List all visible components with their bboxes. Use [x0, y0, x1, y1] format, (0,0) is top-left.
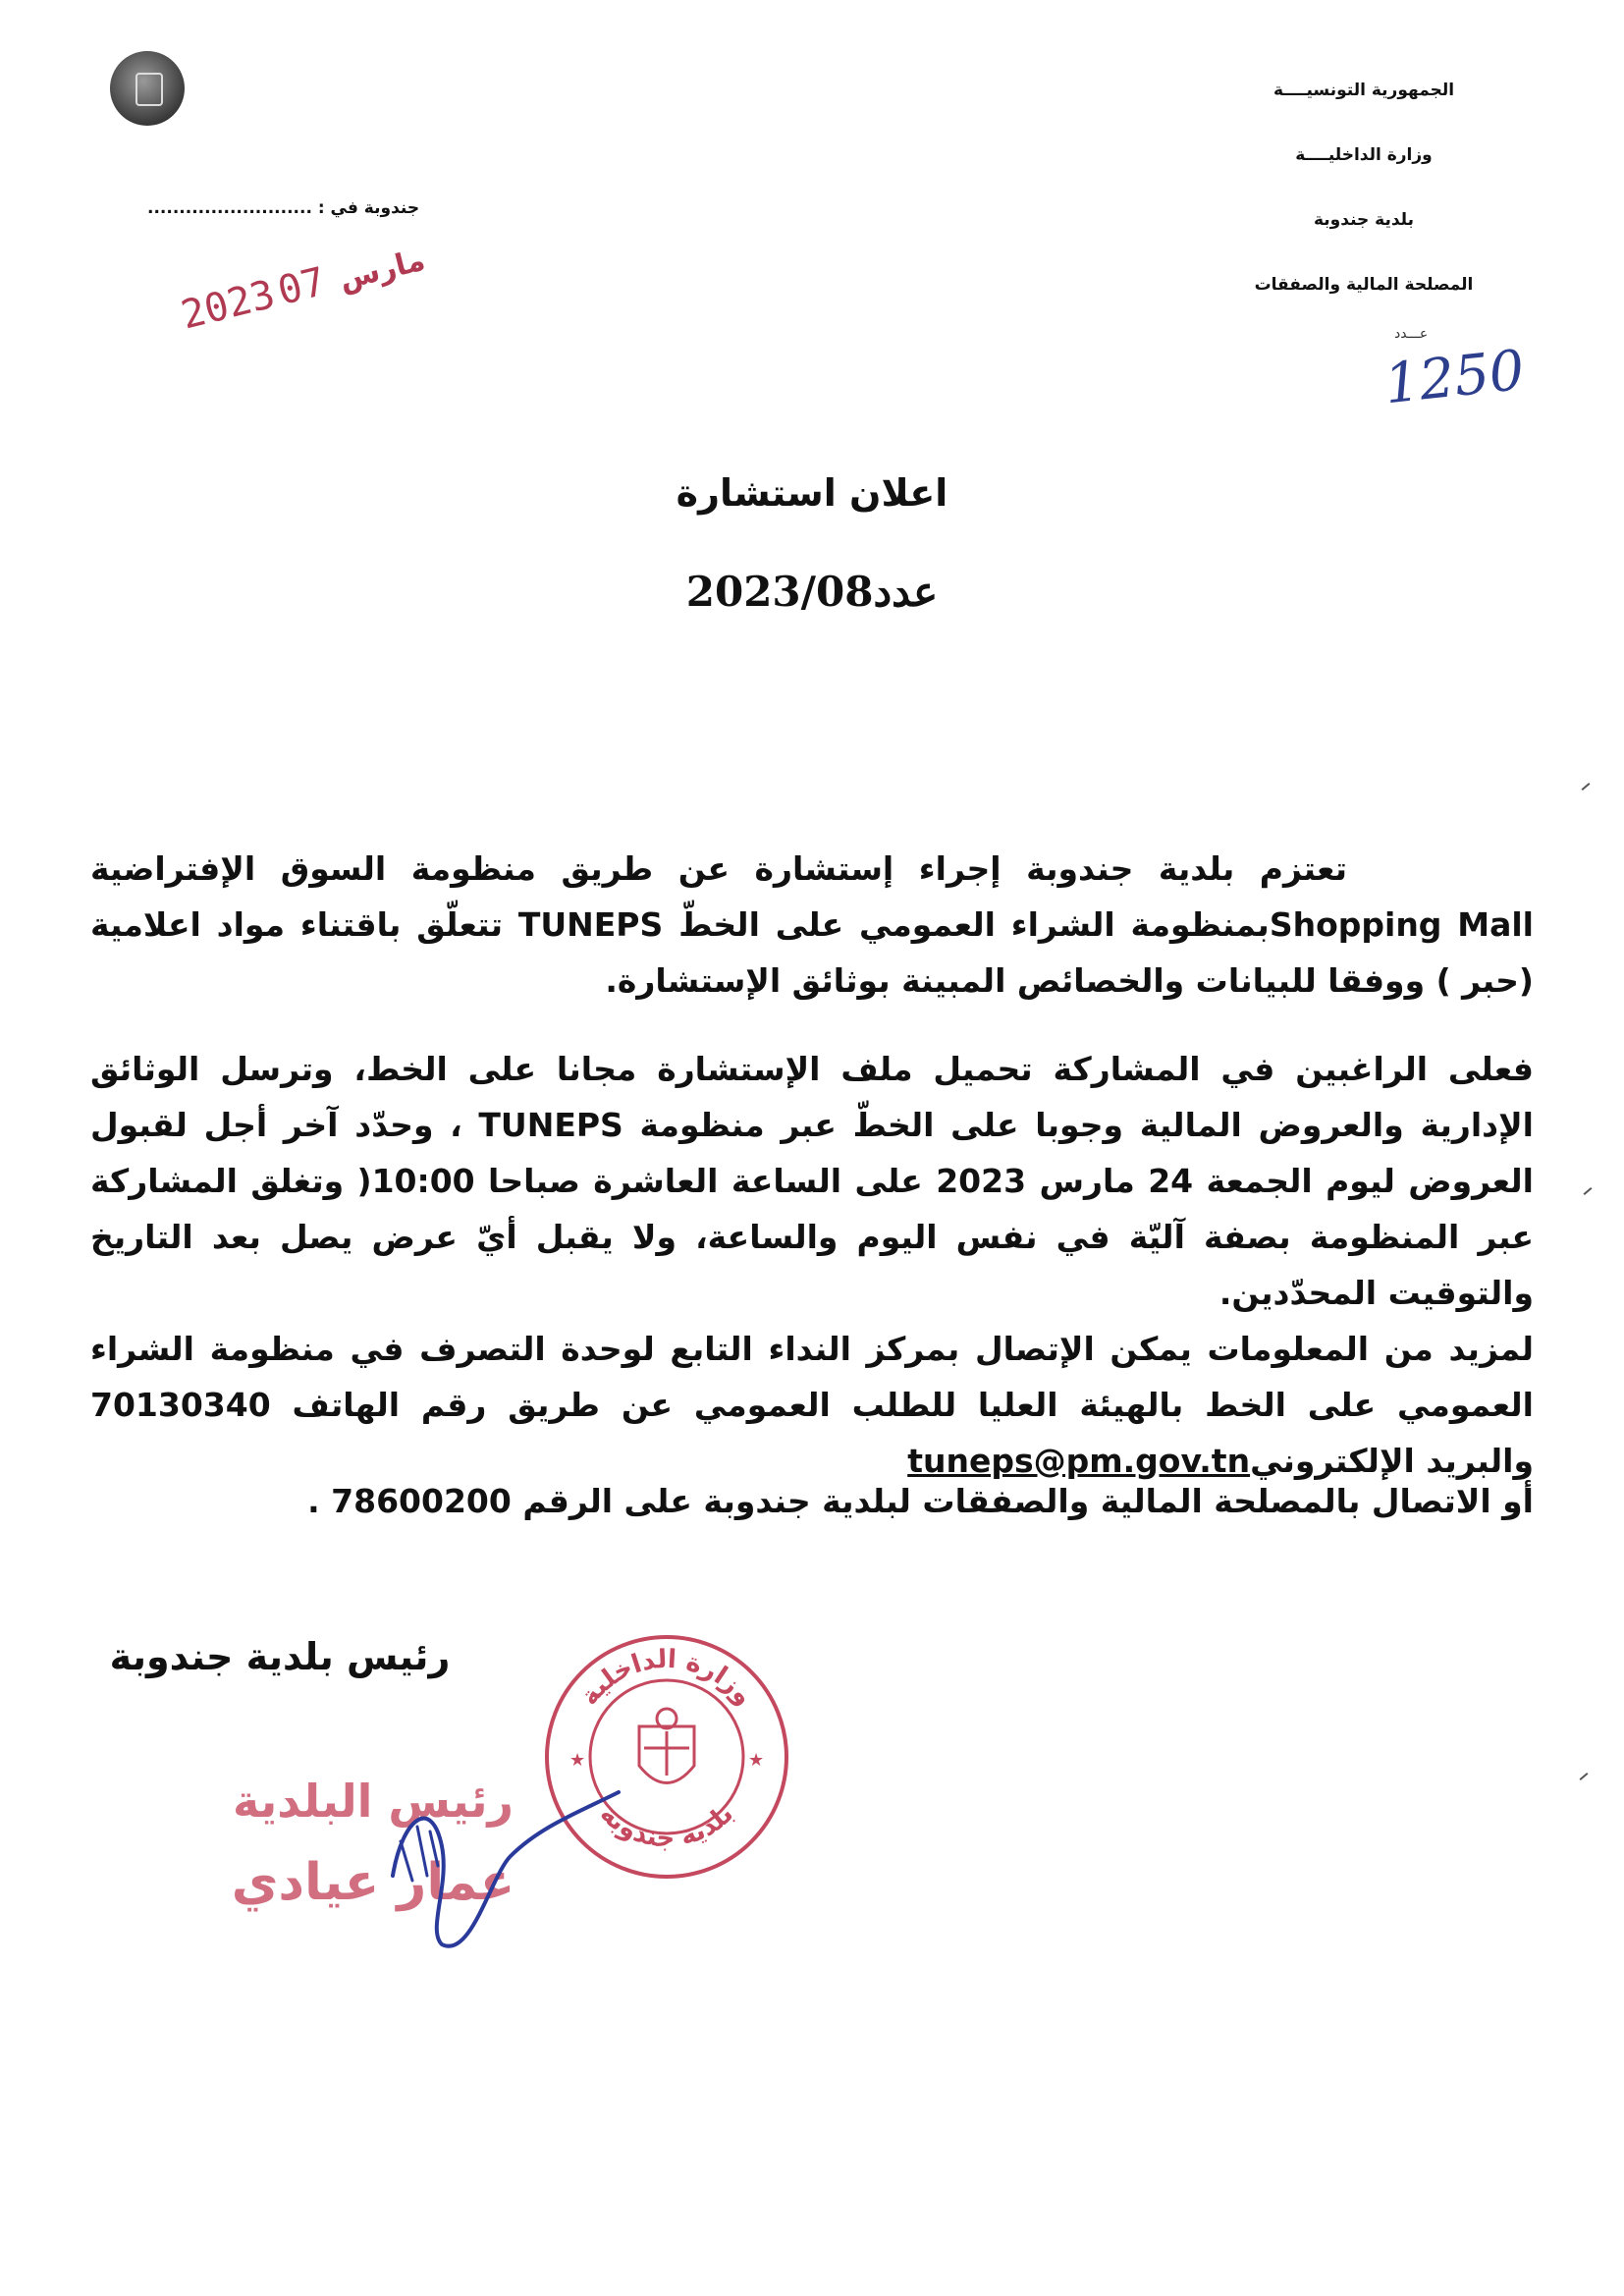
paragraph-intro-part-c: تتعلّق باقتناء مواد اعلامية (حبر ) ووفقا للبيانات والخصائص المبينة بوثائق الإستشارة.: [90, 905, 1534, 1000]
letterhead-municipality: بلدية جندوبة: [1313, 210, 1415, 230]
place-date-line: [147, 198, 419, 218]
paragraph-conditions-part-a: فعلى الراغبين في المشاركة تحميل ملف الإستشارة مجانا على الخط، وترسل الوثائق الإدارية والعروض المالية وجوبا على الخطّ عبر منظومة: [90, 1050, 1534, 1144]
tuneps-text-2: TUNEPS: [478, 1106, 623, 1144]
email-link[interactable]: tuneps@pm.gov.tn: [907, 1442, 1251, 1480]
tuneps-text: TUNEPS: [517, 905, 664, 944]
shopping-mall-text: Shopping Mall: [1269, 905, 1534, 944]
letterhead-republic: الجمهورية التونسيــــة: [1272, 81, 1455, 100]
date-stamp-day: 07: [273, 258, 331, 315]
name-stamp-name: عمار عيادي: [231, 1853, 515, 1912]
paragraph-intro-part-b: بمنظومة الشراء العمومي على الخطّ: [663, 905, 1270, 944]
scan-mark: [1584, 1187, 1593, 1195]
place-label: جندوبة في :: [317, 198, 420, 218]
paragraph-contact: لمزيد من المعلومات يمكن الإتصال بمركز النداء التابع لوحدة التصرف في منظومة الشراء العمومي على الخط بالهيئة العليا للطلب العمومي عن طريق رقم الهاتف 70130340 والبريد الإلكتروني: [90, 1330, 1534, 1480]
paragraph-phone: أو الاتصال بالمصلحة المالية والصفقات لبلدية جندوبة على الرقم 78600200 .: [307, 1482, 1534, 1520]
date-stamp: [177, 232, 439, 338]
handwritten-signature: [373, 1758, 628, 1964]
reference-number: 1250: [1380, 338, 1528, 417]
letterhead: [1236, 81, 1491, 340]
date-stamp-month: مارس: [335, 243, 429, 298]
star-icon: ★: [569, 1750, 586, 1771]
letterhead-ministry: وزارة الداخليــــة: [1295, 145, 1433, 165]
round-stamp-top-text: وزارة الداخلية: [574, 1644, 759, 1712]
coat-of-arms-icon: [639, 1709, 694, 1783]
paragraph-intro: [90, 841, 1534, 1009]
date-stamp-year: 2023: [177, 271, 280, 339]
letterhead-service: المصلحة المالية والصفقات: [1254, 275, 1474, 295]
document-title: اعلان استشارة: [676, 471, 948, 515]
scan-mark: [1580, 1773, 1589, 1780]
star-icon: ★: [748, 1750, 765, 1771]
paragraph-conditions-part-b: ، وحدّد آخر أجل لقبول العروض ليوم الجمعة 24 مارس 2023 على الساعة العاشرة صباحا: [90, 1106, 1534, 1200]
paragraph-conditions: [90, 1041, 1534, 1489]
place-dots: ..........................: [147, 198, 312, 218]
round-seal-icon: [110, 51, 185, 126]
deadline-time: 10:00: [371, 1162, 475, 1200]
scan-mark: [1582, 783, 1591, 791]
signer-title: رئيس بلدية جندوبة: [109, 1635, 451, 1678]
paragraph-intro-part-a: تعتزم بلدية جندوبة إجراء إستشارة عن طريق منظومة السوق الإفتراضية: [90, 849, 1347, 888]
round-stamp-bottom-text: بلدية جندوبة: [593, 1799, 740, 1854]
name-stamp-title: رئيس البلدية: [233, 1775, 514, 1828]
paragraph-conditions-part-c: ( وتغلق المشاركة عبر المنظومة بصفة آليّة في نفس اليوم والساعة، ولا يقبل أيّ عرض يصل بعد التاريخ والتوقيت المحدّدين.: [90, 1162, 1534, 1312]
reference-label: عـــدد: [1394, 326, 1429, 342]
document-number: عدد2023/08: [685, 568, 939, 616]
